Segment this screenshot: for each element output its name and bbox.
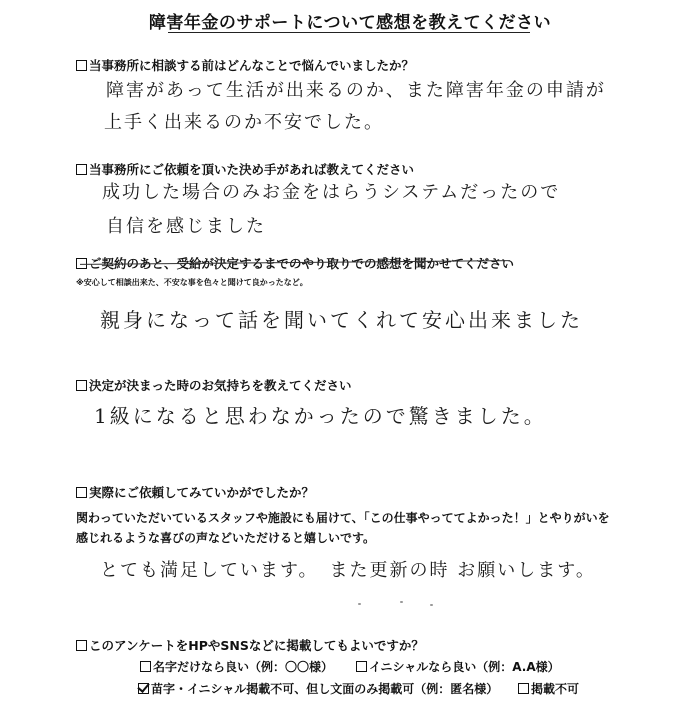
option-name-only[interactable] [140,658,333,675]
option-label: 掲載不可 [531,682,580,696]
option-text-only[interactable] [138,680,498,697]
option-label: イニシャルなら良い（例：A.A様） [369,660,560,674]
option-label: 名字だけなら良い（例：〇〇様） [153,660,334,674]
q5-checkbox [76,487,87,498]
title-underline [168,32,530,33]
q1-question: 当事務所に相談する前はどんなことで悩んでいましたか？ [89,58,415,73]
q3-answer: 親身になって話を聞いてくれて安心出来ました [100,308,583,332]
q2-question: 当事務所にご依頼を頂いた決め手があれば教えてください [89,162,415,177]
q4-checkbox [76,380,87,391]
option-checkbox[interactable] [518,683,529,694]
survey-title: 障害年金のサポートについて感想を教えてください [148,13,552,33]
option-checkbox[interactable] [356,661,367,672]
q5-heading [76,483,314,501]
q1-answer-line2: 上手く出来るのか不安でした。 [104,112,384,133]
q5-answer: とても満足しています。 また更新の時 お願いします。 [100,560,596,581]
option-checkbox[interactable] [140,661,151,672]
q1-heading [76,56,414,74]
scan-speck [358,603,361,605]
scan-speck [400,601,403,603]
q6-question: このアンケートをHPやSNSなどに掲載してもよいですか？ [89,638,424,653]
q4-answer: 1級になると思わなかったので驚きました。 [94,404,547,428]
q2-answer-line1: 成功した場合のみお金をはらうシステムだったので [102,182,561,203]
q1-checkbox [76,60,87,71]
q5-body-line2: 感じれるような喜びの声などいただけると嬉しいです。 [76,531,376,545]
q3-note: ※安心して相談出来た、不安な事を色々と聞けて良かったなど。 [76,278,308,287]
q2-answer-line2: 自信を感じました [106,216,266,237]
option-no-publish[interactable] [518,680,579,697]
q2-checkbox [76,164,87,175]
q6-checkbox [76,640,87,651]
q6-heading [76,636,424,654]
option-checkbox-checked[interactable] [138,683,149,694]
option-initials[interactable] [356,658,560,675]
q5-question: 実際にご依頼してみていかがでしたか？ [89,485,315,500]
q1-answer-line1: 障害があって生活が出来るのか、また障害年金の申請が [106,80,606,101]
option-label: 苗字・イニシャル掲載不可、但し文面のみ掲載可（例：匿名様） [151,682,499,696]
scan-speck [430,604,433,606]
q3-question: ご契約のあと、受給が決定するまでのやり取りでの感想を聞かせてください [89,256,515,271]
q4-question: 決定が決まった時のお気持ちを教えてください [89,378,352,393]
q5-body-line1: 関わっていただいているスタッフや施設にも届けて、「この仕事やっててよかった！」とやりがいを [76,511,610,525]
q4-heading [76,376,352,394]
q2-heading [76,160,414,178]
